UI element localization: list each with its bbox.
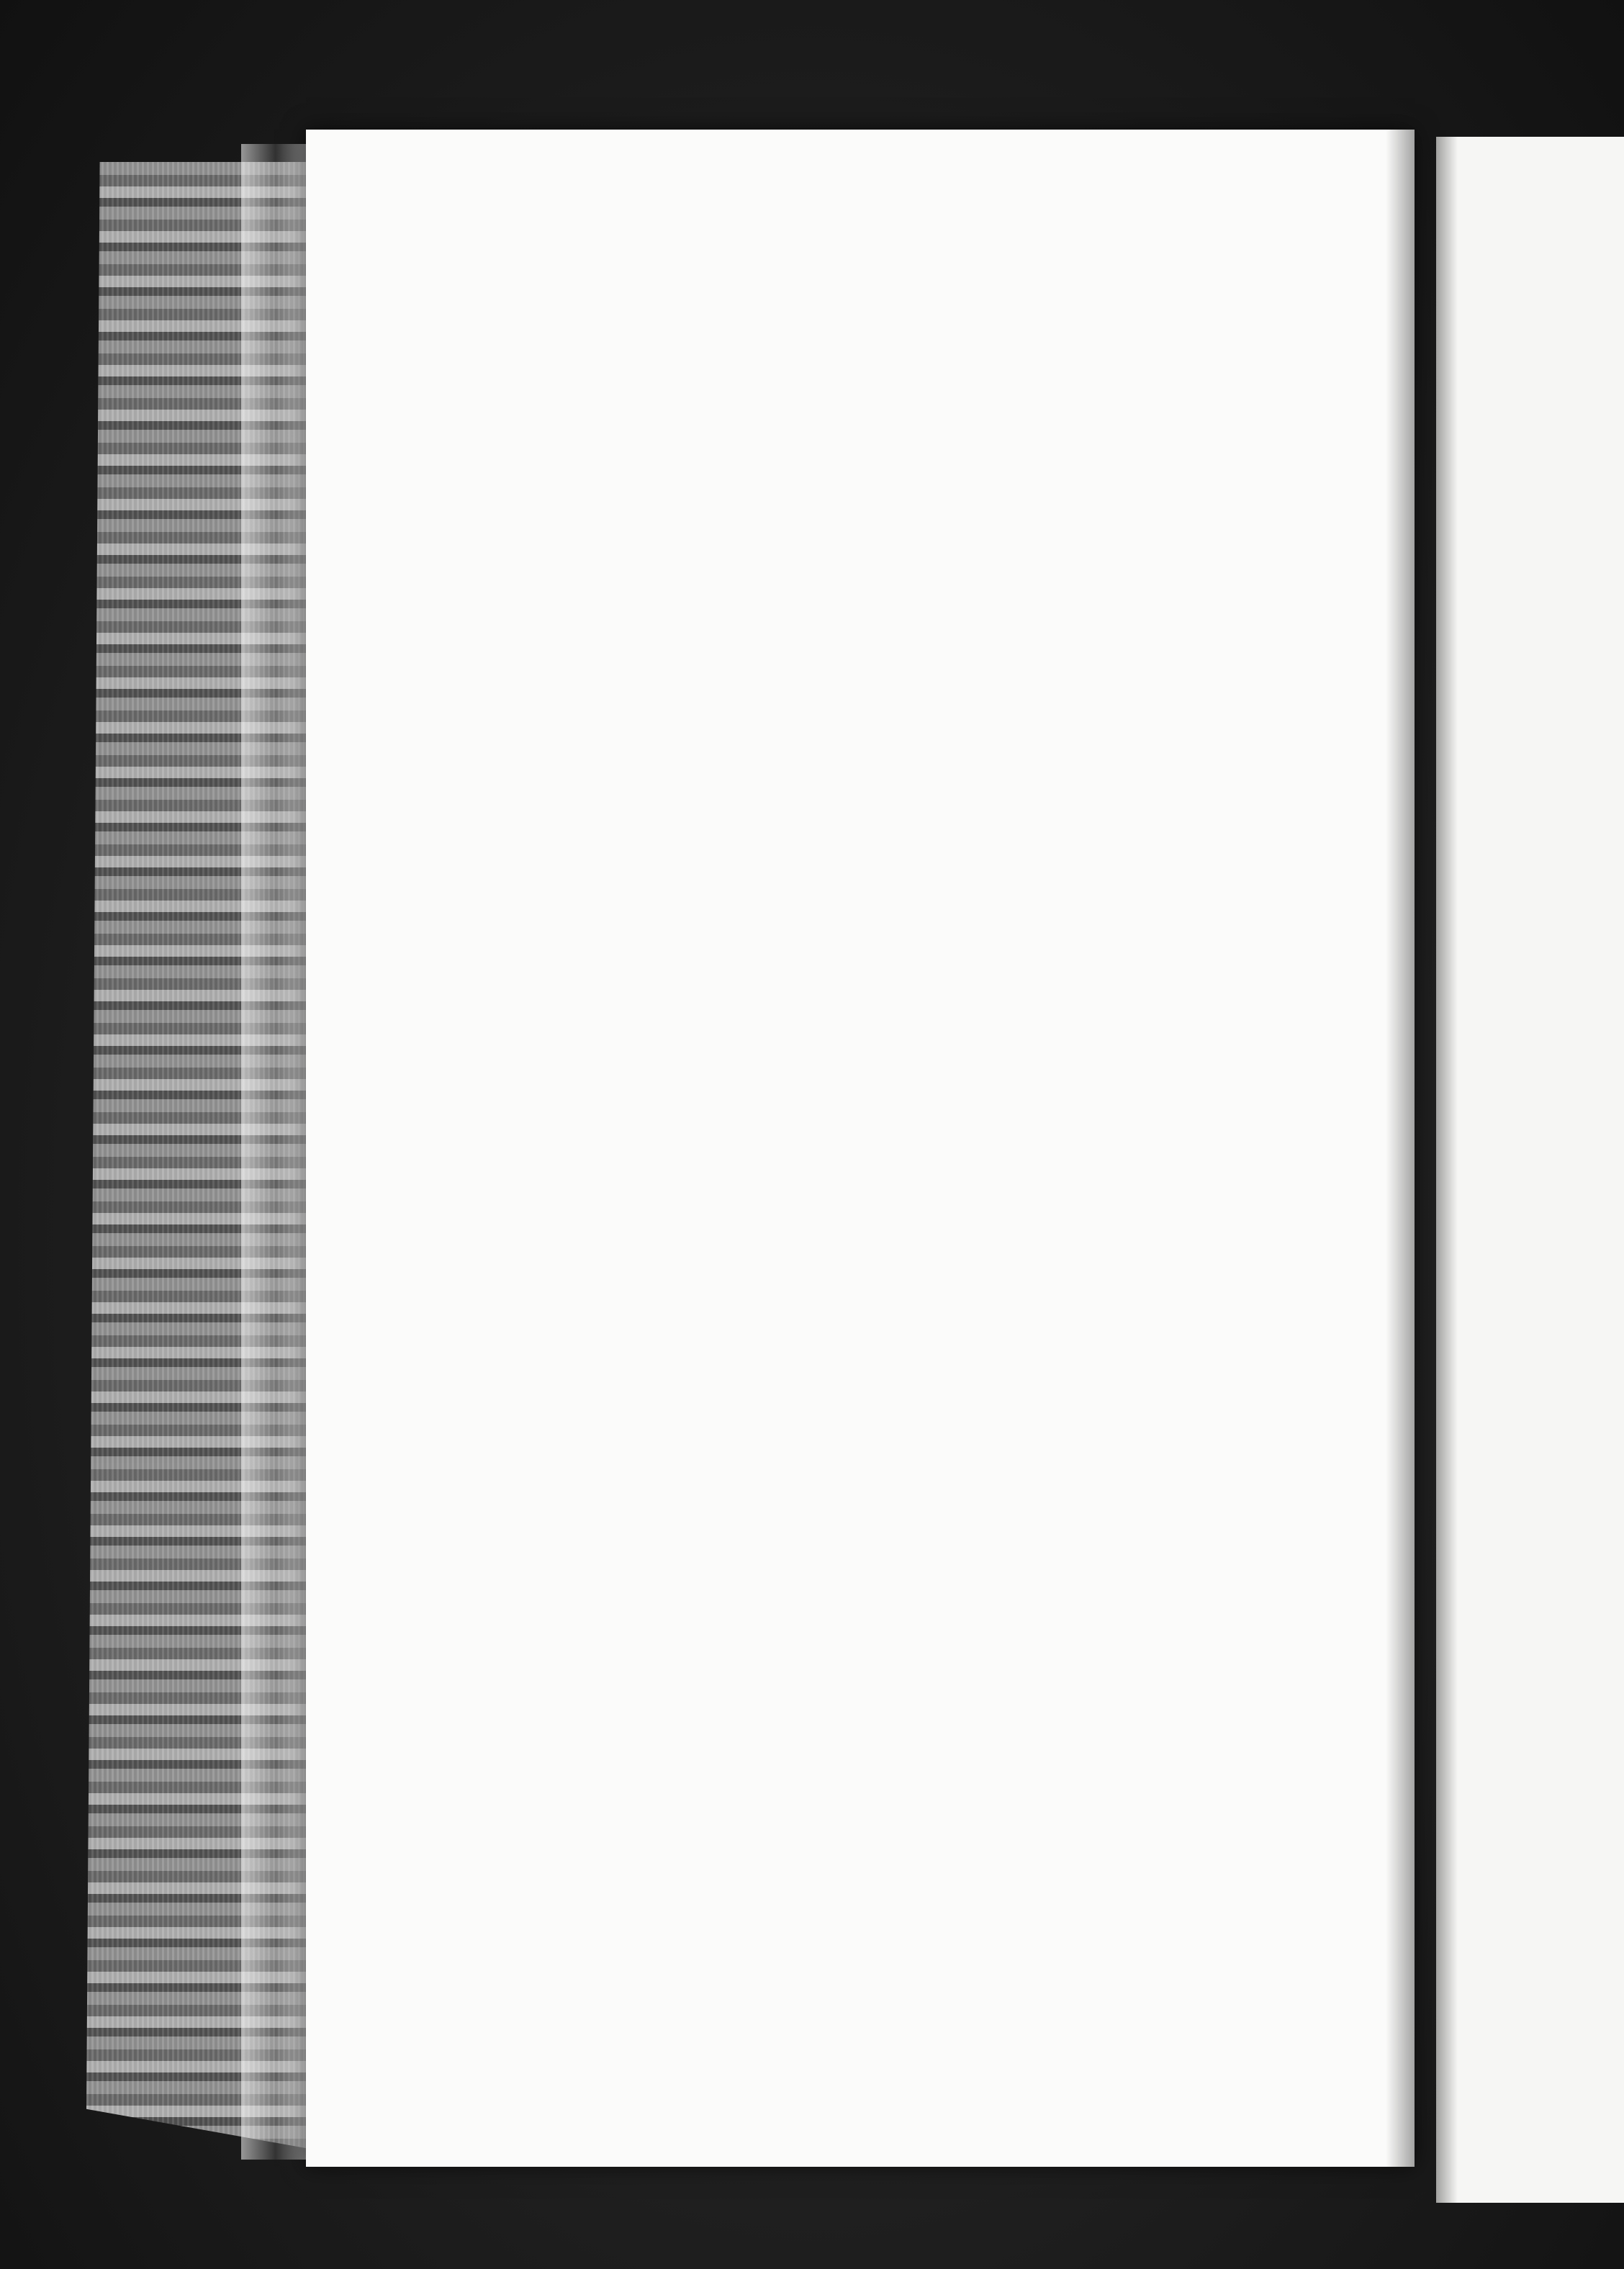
left-page — [306, 130, 1415, 2167]
right-page-cropped — [1436, 137, 1624, 2203]
right-page-gutter-shadow — [1436, 137, 1458, 2203]
page-gutter-shadow — [1386, 130, 1415, 2167]
page-edge-highlight — [241, 144, 310, 2160]
page-header — [425, 217, 1389, 268]
